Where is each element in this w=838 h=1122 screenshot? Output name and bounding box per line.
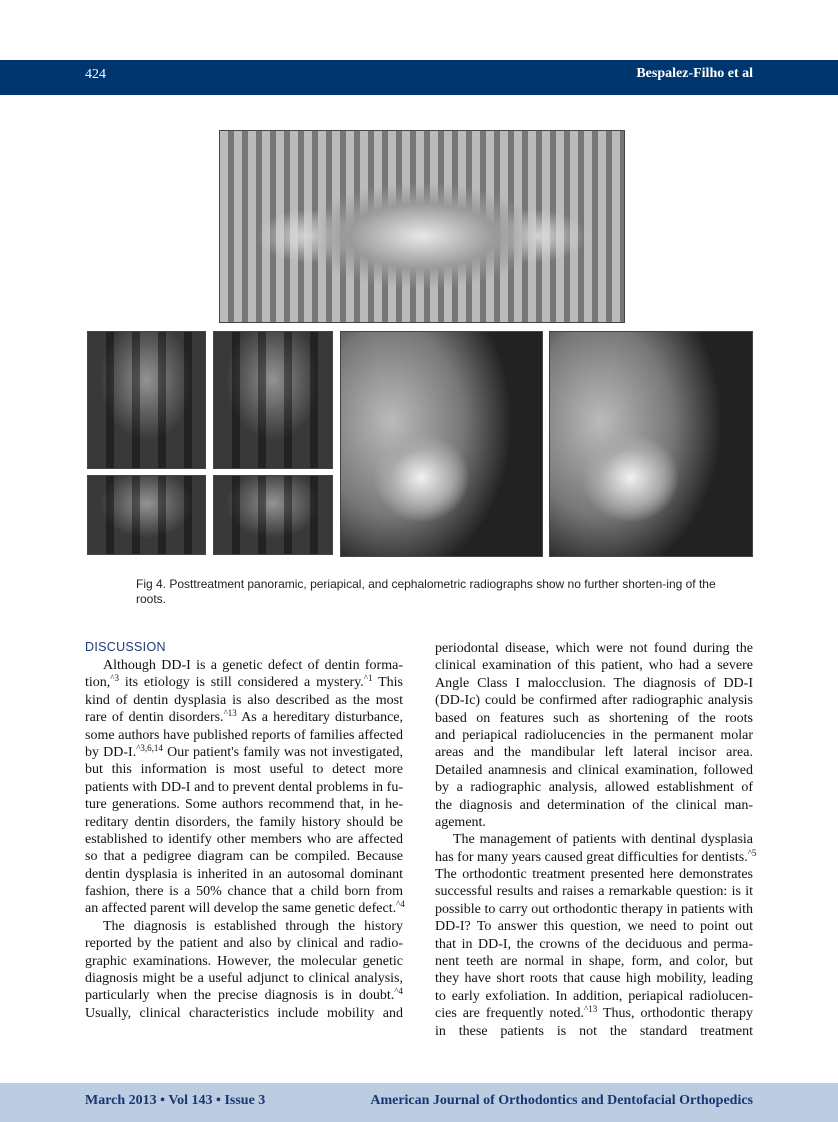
text-line [435, 675, 753, 692]
text-segment: that in DD-I, the crowns of the deciduous and perma- [435, 936, 753, 952]
periapical-radiograph-molar-right [87, 475, 206, 555]
text-segment: reditary dentin disorders, the family history should be [85, 814, 403, 830]
text-segment: particularly when the precise diagnosis is in doubt. [85, 988, 395, 1004]
text-line [85, 744, 403, 761]
journal-name: American Journal of Orthodontics and Dentofacial Orthopedics [370, 1093, 753, 1108]
text-segment: The orthodontic treatment presented here demonstrates [435, 867, 753, 883]
text-line [85, 970, 403, 987]
text-line [435, 814, 753, 831]
text-line [85, 866, 403, 883]
text-line [435, 866, 753, 883]
text-line [85, 831, 403, 848]
text-segment: periodontal disease, which were not found during the [435, 641, 753, 656]
text-segment: by DD-I. [85, 744, 137, 760]
text-line [435, 953, 753, 970]
text-line [85, 779, 403, 796]
text-line [435, 831, 753, 848]
citation-reference: ^4 [394, 986, 403, 997]
text-line [435, 936, 753, 953]
text-segment: established to identify other members who are affected [85, 831, 403, 847]
text-segment: clinical examination of this patient, who had a severe [435, 658, 753, 674]
issue-info: March 2013 • Vol 143 • Issue 3 [85, 1093, 266, 1108]
text-segment: kind of dentin dysplasia is also described as the most [85, 692, 403, 708]
text-segment: Thus, orthodontic therapy [597, 1006, 753, 1022]
text-segment: patients with DD-I and to prevent dental problems in fu- [85, 779, 403, 795]
citation-reference: ^3 [110, 673, 120, 684]
text-line [85, 709, 403, 726]
text-line [435, 970, 753, 987]
text-segment: The diagnosis is established through the history [103, 918, 403, 934]
text-segment: Angle Class I malocclusion. The diagnosis of DD-I [435, 675, 753, 691]
text-line [85, 796, 403, 813]
text-segment: in these patients is not the standard treatment [435, 1023, 753, 1039]
text-segment: As a hereditary disturbance, [236, 710, 404, 726]
text-segment: so that a pedigree diagram can be compiled. Because [85, 849, 403, 865]
running-authors: Bespalez-Filho et al [636, 66, 753, 81]
text-line [435, 847, 757, 866]
text-line [435, 901, 753, 918]
text-segment: Although DD-I is a genetic defect of dentin forma- [103, 658, 403, 673]
citation-reference: ^3,6,14 [136, 742, 163, 753]
panoramic-radiograph [219, 130, 625, 323]
text-line [435, 988, 753, 1005]
citation-reference: ^13 [223, 708, 237, 719]
right-column-text [435, 640, 757, 1040]
text-segment: The management of patients with dentinal dysplasia [453, 832, 753, 848]
text-segment: Usually, clinical characteristics include mobility and [85, 1005, 403, 1021]
text-line [435, 883, 753, 900]
cephalometric-radiograph-1 [340, 331, 543, 557]
text-segment: tion, [85, 675, 111, 691]
text-line [85, 1005, 403, 1022]
text-segment: and periapical radiolucencies in the permanent molar [435, 727, 753, 743]
text-segment: dentin dysplasia is inherited in an autosomal dominant [85, 866, 403, 882]
text-line [435, 692, 753, 709]
periapical-radiograph-lower-incisors [213, 331, 333, 469]
text-segment: agement. [435, 814, 486, 830]
text-segment: Our patient's family was not investigated, [162, 744, 404, 760]
text-line [435, 1005, 753, 1022]
text-segment: successful results and raises a remarkable question: is it [435, 884, 753, 900]
text-line [85, 692, 403, 709]
text-segment: (DD-Ic) could be confirmed after radiographic analysis [435, 693, 753, 709]
text-segment: has for many years caused great difficulties for dentists. [435, 849, 748, 865]
text-line [435, 918, 753, 935]
text-line [85, 935, 403, 952]
text-segment: areas and the mandibular left lateral incisor area. [435, 745, 753, 761]
text-segment: an affected parent will develop the same genetic defect. [85, 901, 397, 917]
text-line [85, 657, 403, 674]
running-footer [0, 1083, 838, 1122]
text-line [85, 900, 403, 917]
text-segment: ture generations. Some authors recommend that, in he- [85, 797, 403, 813]
figure-caption: Fig 4. Posttreatment panoramic, periapical, and cephalometric radiographs show no further shorten-ing of the roots. [136, 577, 716, 606]
text-segment: DD-I? To answer this question, we need to point out [435, 919, 753, 935]
text-line [435, 797, 753, 814]
cephalometric-radiograph-2 [549, 331, 753, 557]
text-line [85, 987, 403, 1004]
text-segment: some authors have published reports of families affected [85, 727, 403, 743]
text-line [85, 727, 403, 744]
text-line [435, 640, 753, 657]
text-segment: graphic examinations. However, the molecular genetic [85, 953, 403, 969]
text-line [85, 848, 403, 865]
text-line [435, 779, 753, 796]
page-number: 424 [85, 67, 106, 82]
text-segment: the diagnosis and determination of the clinical man- [435, 797, 753, 813]
text-segment: its etiology is still considered a mystery. [119, 675, 364, 691]
text-line [435, 744, 753, 761]
text-line [85, 674, 403, 691]
text-segment: reported by the patient and also by clinical and radio- [85, 936, 403, 952]
text-segment: Detailed anamnesis and clinical examination, followed [435, 762, 753, 778]
text-line [435, 727, 753, 744]
citation-reference: ^5 [747, 847, 757, 858]
citation-reference: ^13 [583, 1004, 598, 1015]
citation-reference: ^1 [363, 673, 373, 684]
text-segment: cies are frequently noted. [435, 1006, 584, 1022]
text-line [85, 953, 403, 970]
text-segment: possible to carry out orthodontic therapy in patients with [435, 901, 753, 917]
running-header [0, 60, 838, 95]
text-segment: diagnosis might be a useful adjunct to clinical analysis, [85, 971, 403, 987]
text-line [435, 710, 753, 727]
section-heading: DISCUSSION [85, 640, 166, 654]
text-segment: by a radiographic analysis, allowed establishment of [435, 780, 753, 796]
text-line [85, 883, 403, 900]
text-segment: based on features such as shortening of the roots [435, 710, 753, 726]
text-line [85, 814, 403, 831]
text-segment: they have short roots that cause high mobility, leading [435, 971, 753, 987]
text-segment: fashion, there is a 50% chance that a child born from [85, 884, 403, 900]
text-line [435, 762, 753, 779]
text-line [435, 657, 753, 674]
text-line [85, 918, 403, 935]
periapical-radiograph-molar-left [213, 475, 333, 555]
text-segment: rare of dentin disorders. [85, 710, 224, 726]
text-segment: This [372, 675, 403, 691]
citation-reference: ^4 [396, 899, 405, 910]
text-segment: nent teeth are normal in shape, form, and color, but [435, 954, 753, 970]
text-line [435, 1023, 753, 1040]
text-segment: to early exfoliation. In addition, periapical radiolucen- [435, 988, 753, 1004]
text-line [85, 761, 403, 778]
periapical-radiograph-upper-incisors [87, 331, 206, 469]
text-segment: but this information is most useful to detect more [85, 762, 403, 778]
left-column-text [85, 657, 403, 1022]
